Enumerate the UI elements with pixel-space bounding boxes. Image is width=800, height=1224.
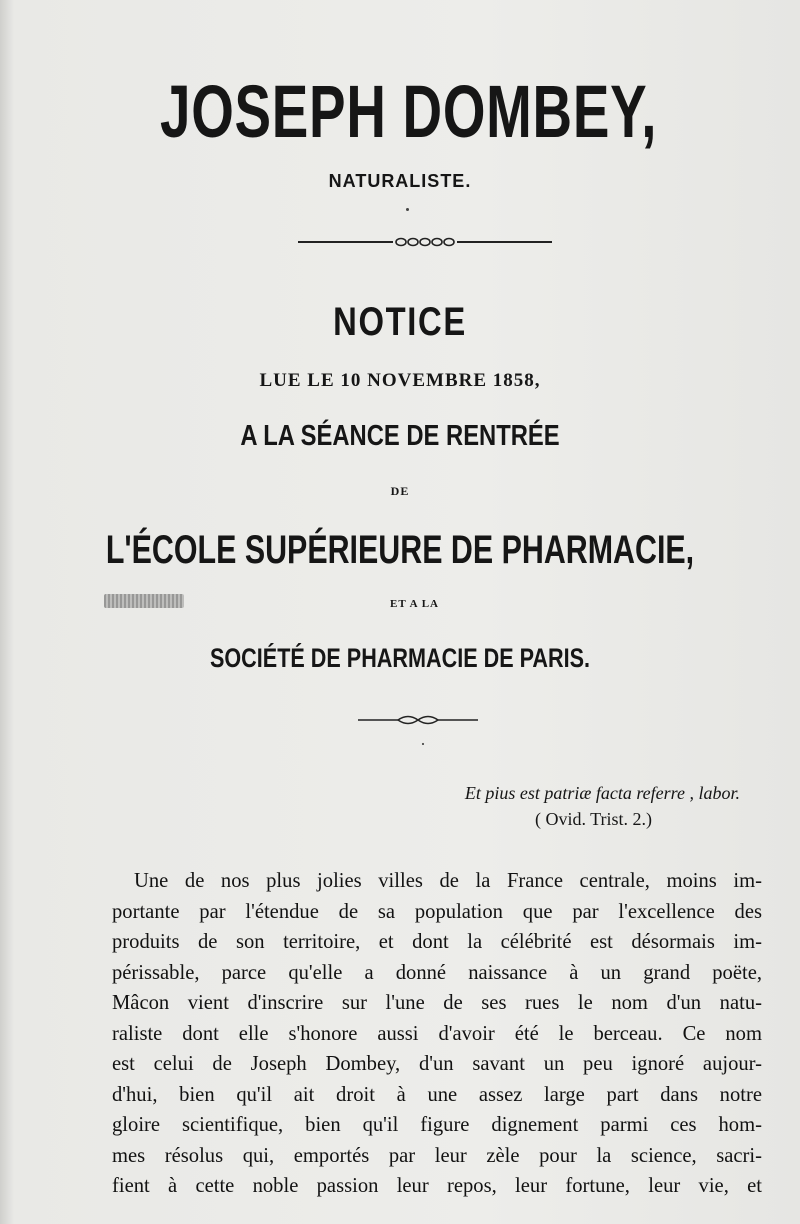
ink-dot bbox=[406, 208, 409, 211]
occasion-line: A LA SÉANCE DE RENTRÉE bbox=[240, 420, 560, 452]
body-line: d'hui, bien qu'il ait droit à une assez large part dans notre bbox=[112, 1083, 762, 1106]
body-line: est celui de Joseph Dombey, d'un savant un peu ignoré aujour- bbox=[112, 1053, 762, 1075]
page-title: JOSEPH DOMBEY, bbox=[160, 70, 658, 153]
society-name: SOCIÉTÉ DE PHARMACIE DE PARIS. bbox=[209, 643, 591, 673]
body-line: gloire scientifique, bien qu'il figure dignement parmi ces hom- bbox=[112, 1114, 762, 1136]
body-line: Mâcon vient d'inscrire sur l'une de ses rues le nom d'un natu- bbox=[112, 992, 762, 1014]
ornament-divider-top bbox=[298, 232, 552, 252]
ink-mark: · bbox=[420, 734, 426, 754]
epigraph-quote: Et pius est patriæ facta referre , labor. bbox=[464, 783, 740, 803]
ink-smudge bbox=[104, 594, 184, 608]
body-line: produits de son territoire, et dont la célébrité est désormais im- bbox=[112, 931, 762, 953]
body-line: raliste dont elle s'honore aussi d'avoir été le berceau. Ce nom bbox=[112, 1022, 762, 1045]
body-line: fient à cette noble passion leur repos, leur fortune, leur vie, et bbox=[112, 1175, 762, 1197]
notice-heading: NOTICE bbox=[333, 300, 467, 344]
epigraph-source: ( Ovid. Trist. 2.) bbox=[534, 809, 652, 829]
body-line: mes résolus qui, emportés par leur zèle pour la science, sacri- bbox=[112, 1144, 762, 1167]
body-line: Une de nos plus jolies villes de la France centrale, moins im- bbox=[134, 870, 762, 892]
connector-et-a-la: ET A LA bbox=[390, 598, 439, 610]
school-name: L'ÉCOLE SUPÉRIEURE DE PHARMACIE, bbox=[105, 528, 695, 572]
body-paragraph bbox=[112, 866, 762, 1202]
ornament-divider-small bbox=[358, 712, 478, 728]
body-line: périssable, parce qu'elle a donné naissance à un grand poëte, bbox=[112, 961, 762, 984]
epigraph bbox=[360, 780, 740, 832]
connector-de: DE bbox=[390, 484, 410, 498]
body-line: portante par l'étendue de sa population que par l'excellence des bbox=[112, 900, 762, 923]
read-date: LUE LE 10 NOVEMBRE 1858, bbox=[259, 370, 541, 391]
page-subtitle: NATURALISTE. bbox=[328, 171, 472, 191]
